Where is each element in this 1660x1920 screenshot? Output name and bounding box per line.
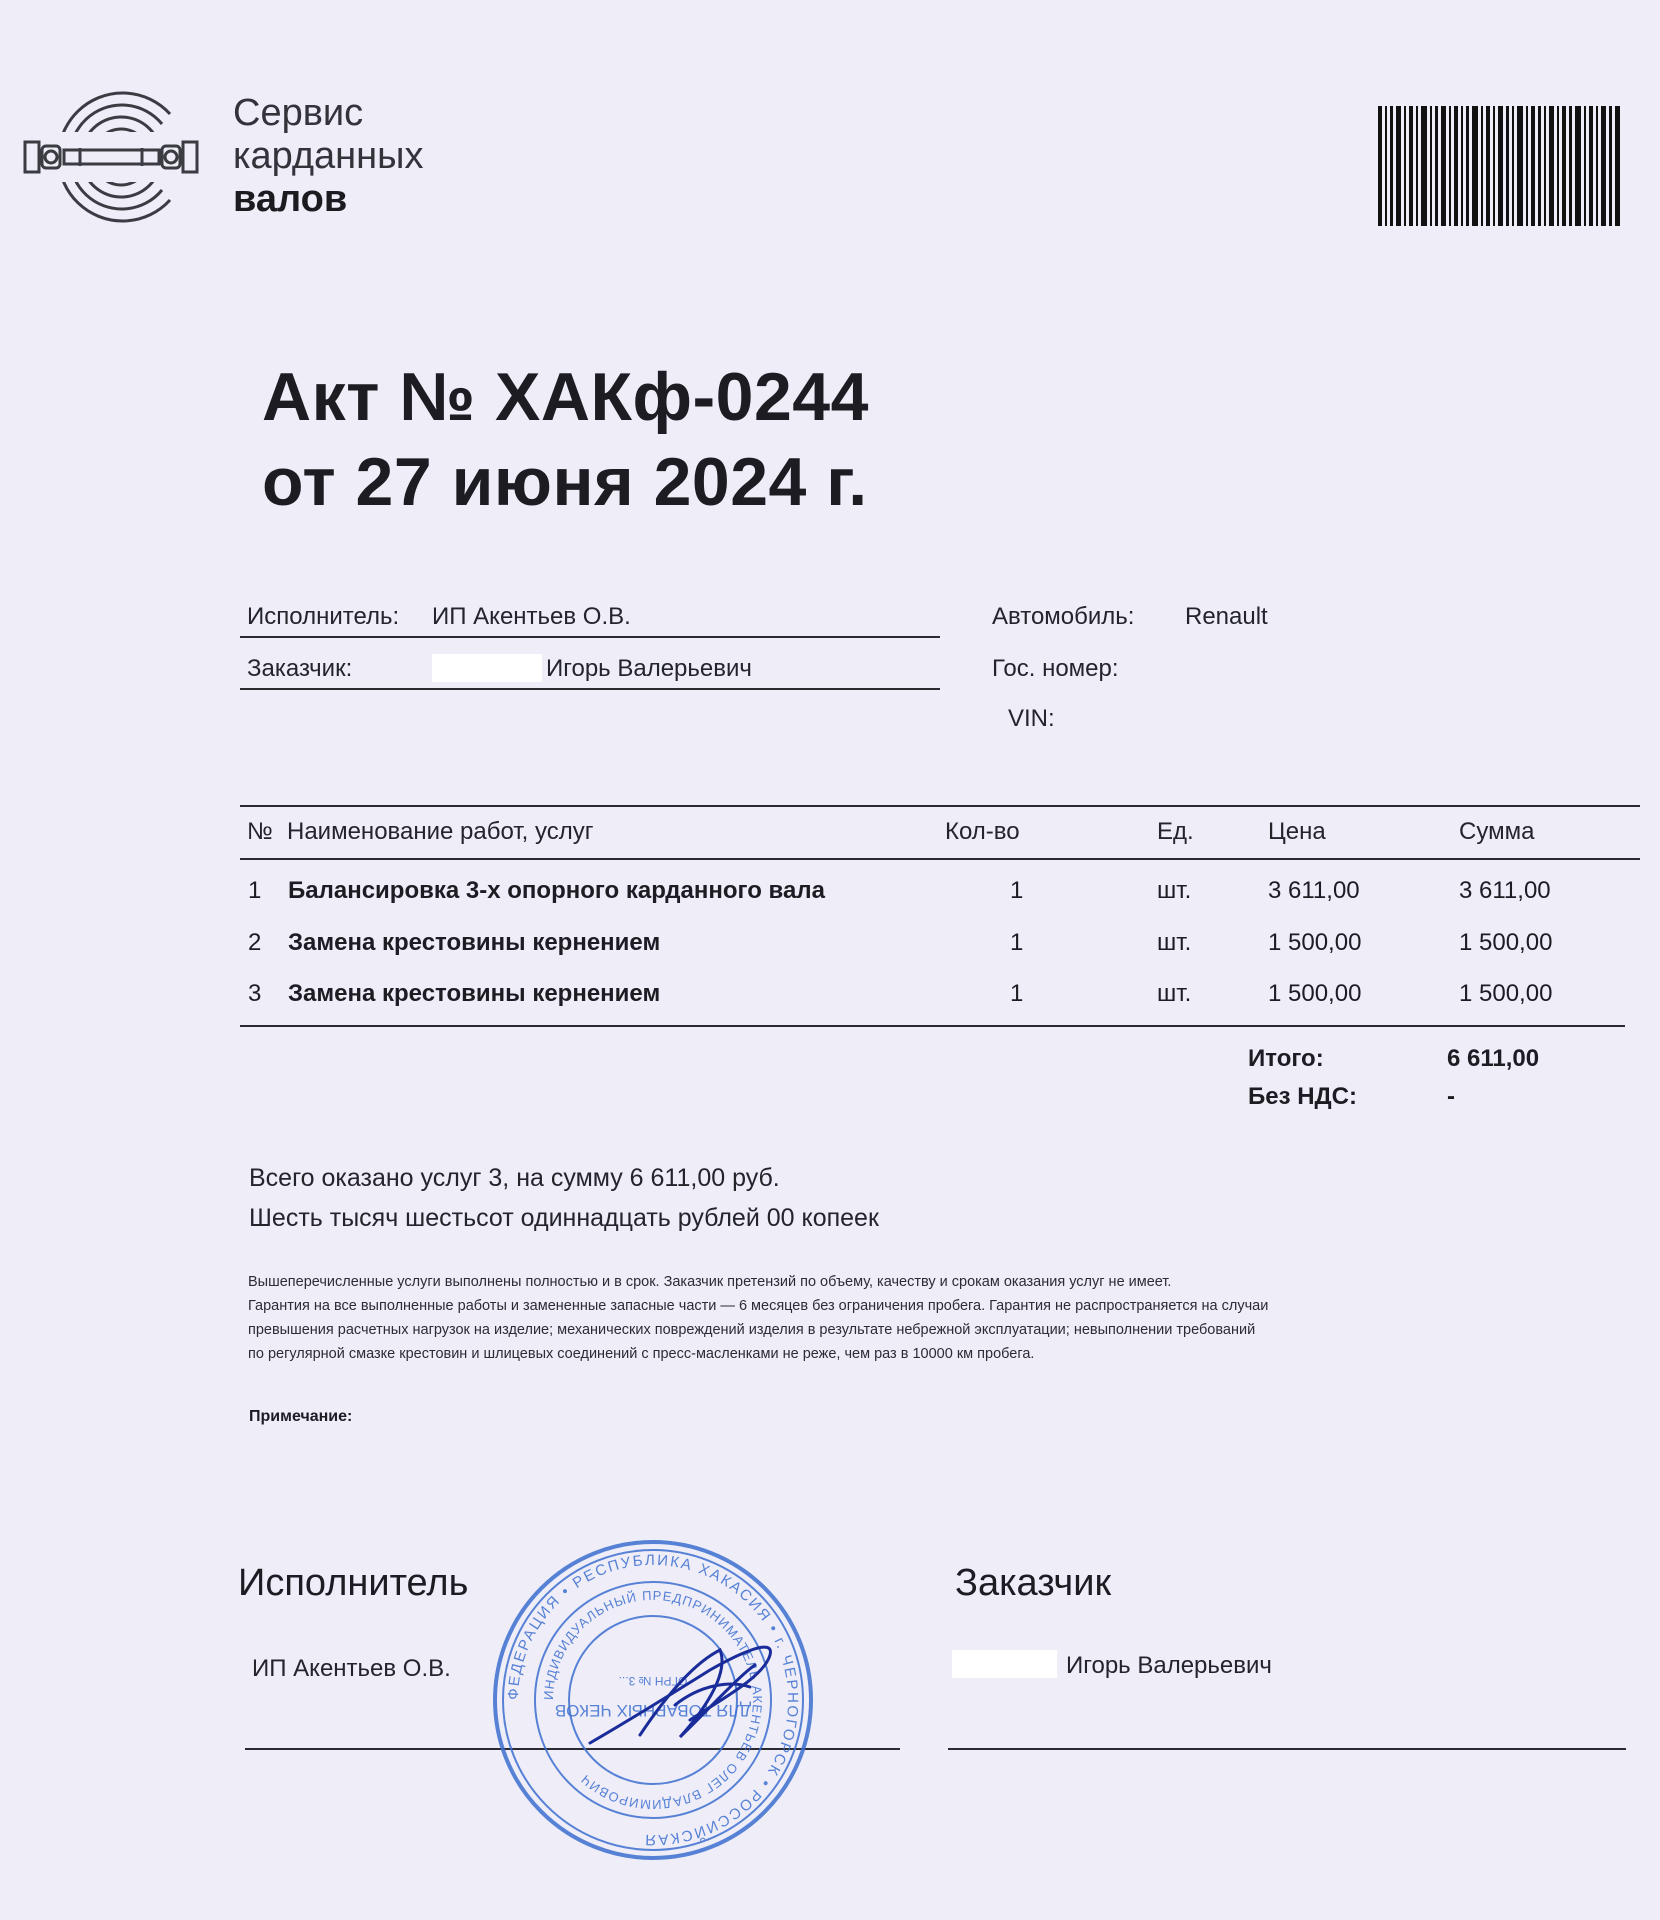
total-value: 6 611,00	[1447, 1045, 1540, 1072]
title-date: от 27 июня 2024 г.	[262, 444, 868, 520]
stamp-center-text: ДЛЯ ТОВАРНЫХ ЧЕКОВ	[554, 1701, 752, 1720]
company-name-line3: валов	[233, 178, 348, 220]
summary-services: Всего оказано услуг 3, на сумму 6 611,00 руб.	[249, 1164, 780, 1192]
row-sum: 1 500,00	[1459, 929, 1553, 956]
executor-value: ИП Акентьев О.В.	[432, 603, 631, 630]
terms-line: Вышеперечисленные услуги выполнены полностью и в срок. Заказчик претензий по объему, качеству и срокам оказания услуг не имеет.	[248, 1274, 1172, 1290]
stamp-number: ОГРН № 3...	[618, 1674, 688, 1688]
stamp-inner-text: ИНДИВИДУАЛЬНЫЙ ПРЕДПРИНИМАТЕЛЬ АКЕНТЬЕВ ОЛЕГ ВЛАДИМИРОВИЧ	[540, 1587, 766, 1813]
row-qty: 1	[1010, 929, 1024, 956]
company-name-line1: Сервис	[233, 92, 364, 134]
row-unit: шт.	[1157, 929, 1192, 956]
row-num: 3	[248, 980, 262, 1007]
row-price: 3 611,00	[1268, 877, 1360, 904]
header-price: Цена	[1268, 818, 1326, 845]
terms-line: по регулярной смазке крестовин и шлицевых соединений с пресс-масленками не реже, чем раз в 10000 км пробега.	[248, 1346, 1035, 1362]
car-value: Renault	[1185, 603, 1268, 630]
customer-sign-title: Заказчик	[955, 1562, 1112, 1604]
summary-amount-words: Шесть тысяч шестьсот одиннадцать рублей 00 копеек	[249, 1204, 879, 1232]
table-header-line	[240, 858, 1640, 860]
row-name: Замена крестовины кернением	[288, 929, 661, 956]
note-label: Примечание:	[249, 1408, 353, 1425]
row-sum: 3 611,00	[1459, 877, 1551, 904]
title-act-number: Акт № ХАКф-0244	[262, 359, 869, 435]
executor-underline	[240, 636, 940, 638]
customer-sign-name: Игорь Валерьевич	[1066, 1652, 1272, 1679]
row-qty: 1	[1010, 877, 1024, 904]
terms-line: Гарантия на все выполненные работы и замененные запасные части — 6 месяцев без ограничения пробега. Гарантия не распространяется на случаи	[248, 1298, 1269, 1314]
barcode-icon	[1378, 106, 1620, 226]
header-name: Наименование работ, услуг	[287, 818, 594, 845]
row-price: 1 500,00	[1268, 980, 1362, 1007]
vat-value: -	[1447, 1083, 1455, 1110]
row-name: Балансировка 3-х опорного карданного вала	[288, 877, 825, 904]
terms-line: превышения расчетных нагрузок на изделие; механических повреждений изделия в результате небрежной эксплуатации; невыполнении требований	[248, 1322, 1256, 1338]
stamp-outer-text: ФЕДЕРАЦИЯ • РЕСПУБЛИКА ХАКАСИЯ • г. ЧЕРНОГОРСК • РОССИЙСКАЯ	[504, 1551, 802, 1849]
company-logo	[20, 82, 210, 232]
row-sum: 1 500,00	[1459, 980, 1553, 1007]
barcode	[1378, 106, 1620, 226]
table-top-line	[240, 805, 1640, 807]
redacted-surname-signature	[952, 1650, 1057, 1678]
header-sum: Сумма	[1459, 818, 1535, 845]
vin-label: VIN:	[1008, 705, 1055, 732]
redacted-surname	[432, 654, 542, 682]
executor-label: Исполнитель:	[247, 603, 400, 630]
header-qty: Кол-во	[945, 818, 1020, 845]
document-title	[262, 355, 869, 525]
total-label: Итого:	[1248, 1045, 1324, 1072]
customer-sign-line	[948, 1748, 1626, 1750]
customer-underline	[240, 688, 940, 690]
row-qty: 1	[1010, 980, 1024, 1007]
plate-label: Гос. номер:	[992, 655, 1119, 682]
company-name-line2: карданных	[233, 135, 424, 177]
executor-sign-name: ИП Акентьев О.В.	[252, 1655, 451, 1682]
summary	[249, 1158, 879, 1238]
header-num: №	[247, 818, 273, 845]
customer-label: Заказчик:	[247, 655, 353, 682]
row-unit: шт.	[1157, 877, 1192, 904]
handwritten-signature	[580, 1625, 790, 1755]
company-name	[233, 92, 423, 221]
warranty-terms	[248, 1270, 1438, 1366]
row-name: Замена крестовины кернением	[288, 980, 661, 1007]
row-num: 2	[248, 929, 262, 956]
row-unit: шт.	[1157, 980, 1192, 1007]
vat-label: Без НДС:	[1248, 1083, 1357, 1110]
row-num: 1	[248, 877, 262, 904]
executor-sign-title: Исполнитель	[238, 1562, 469, 1604]
cardan-shaft-logo-icon	[20, 82, 210, 232]
row-price: 1 500,00	[1268, 929, 1362, 956]
car-label: Автомобиль:	[992, 603, 1135, 630]
table-bottom-line	[240, 1025, 1625, 1027]
customer-value: Игорь Валерьевич	[546, 655, 752, 682]
header-unit: Ед.	[1157, 818, 1194, 845]
